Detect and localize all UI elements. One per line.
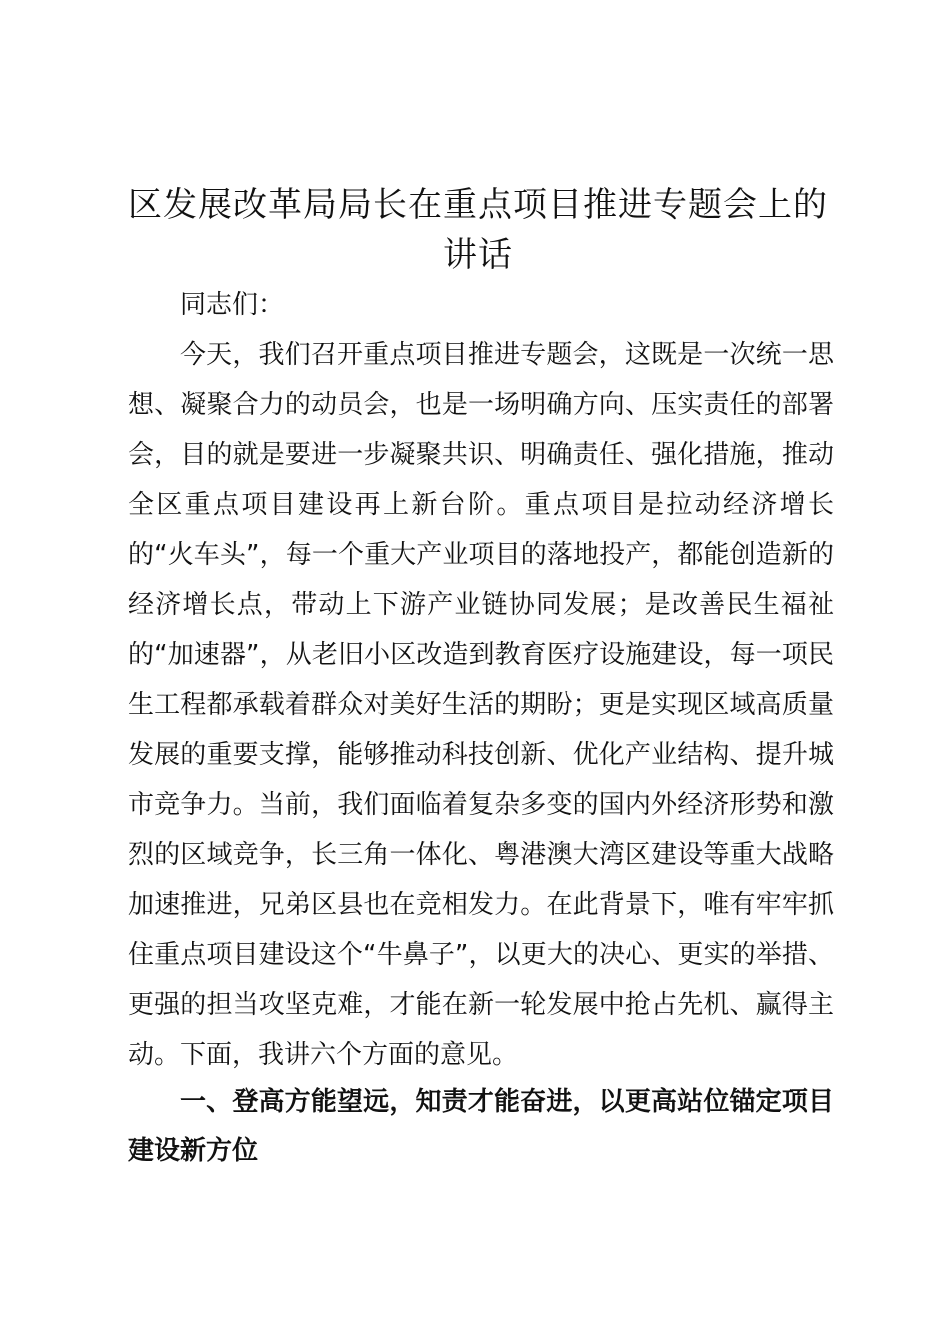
section-heading: 一、登高方能望远，知责才能奋进，以更高站位锚定项目建设新方位 <box>128 1087 834 1166</box>
paragraph: 今天，我们召开重点项目推进专题会，这既是一次统一思想、凝聚合力的动员会，也是一场明确方向、压实责任的部署会，目的就是要进一步凝聚共识、明确责任、强化措施，推动全区重点项目建设再上新台阶。重点项目是拉动经济增长的“火车头”，每一个重大产业项目的落地投产，都能创造新的经济增长点，带动上下游产业链协同发展；是改善民生福祉的“加速器”，从老旧小区改造到教育医疗设施建设，每一项民生工程都承载着群众对美好生活的期盼；更是实现区域高质量发展的重要支撑，能够推动科技创新、优化产业结构、提升城市竞争力。当前，我们面临着复杂多变的国内外经济形势和激烈的区域竞争，长三角一体化、粤港澳大湾区建设等重大战略加速推进，兄弟区县也在竞相发力。在此背景下，唯有牢牢抓住重点项目建设这个“牛鼻子”，以更大的决心、更实的举措、更强的担当攻坚克难，才能在新一轮发展中抢占先机、赢得主动。下面，我讲六个方面的意见。 <box>128 340 834 1070</box>
salutation: 同志们： <box>180 290 285 320</box>
document-title: 区发展改革局局长在重点项目推进专题会上的讲话 <box>128 185 828 275</box>
